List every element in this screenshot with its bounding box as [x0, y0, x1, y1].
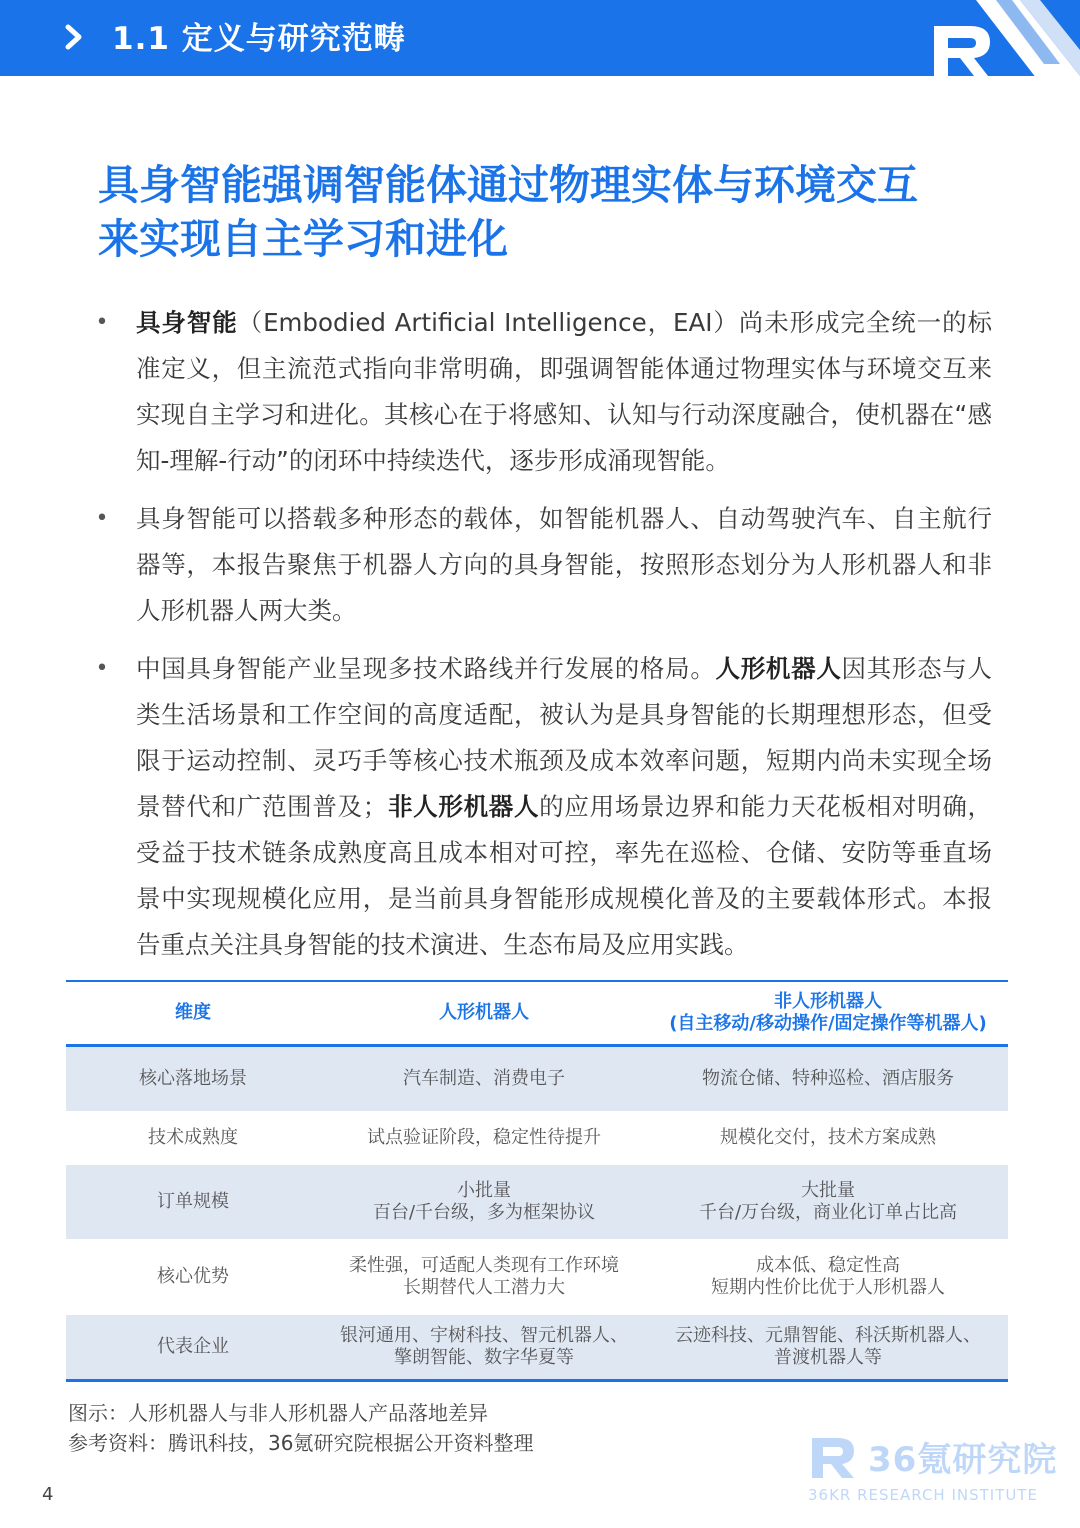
bullet-3-pre: 中国具身智能产业呈现多技术路线并行发展的格局。 [136, 654, 716, 683]
cell-line: 小批量 [457, 1180, 511, 1201]
page-number: 4 [42, 1484, 54, 1505]
row-humanoid [320, 1255, 648, 1299]
table-row [66, 1111, 1008, 1165]
bullet-list [92, 300, 992, 980]
cell-line: 百台/千台级，多为框架协议 [372, 1202, 596, 1223]
watermark-r-icon [810, 1436, 860, 1480]
bullet-3-bold-non-humanoid: 非人形机器人 [387, 792, 540, 821]
row-dimension: 订单规模 [157, 1191, 229, 1212]
chevron-right-icon [62, 22, 92, 52]
page-heading [98, 158, 998, 266]
bullet-item-3 [92, 646, 992, 968]
table-row [66, 1239, 1008, 1315]
header-humanoid: 人形机器人 [439, 1002, 529, 1023]
cell-line: 柔性强，可适配人类现有工作环境 [349, 1255, 619, 1276]
watermark-logo [806, 1432, 1056, 1512]
bullet-dot: • [95, 656, 109, 681]
table-row [66, 1165, 1008, 1239]
bullet-dot: • [95, 310, 109, 335]
cell-line: 成本低、稳定性高 [756, 1255, 900, 1276]
row-non-humanoid [648, 1127, 1008, 1149]
header-non-humanoid [648, 991, 1008, 1035]
bullet-3-post: 的应用场景边界和能力天花板相对明确，受益于技术链条成熟度高且成本相对可控，率先在巡检、仓储、安防等垂直场景中实现规模化应用，是当前具身智能形成规模化普及的主要载体形式。本报告重点关注具身智能的技术演进、生态布局及应用实践。 [136, 792, 993, 959]
watermark-cn: 36氪研究院 [868, 1440, 1058, 1480]
table-row [66, 1315, 1008, 1382]
cell-line: 汽车制造、消费电子 [403, 1068, 565, 1089]
row-humanoid [320, 1325, 648, 1369]
cell-line: 普渡机器人等 [774, 1347, 882, 1368]
cell-line: 规模化交付，技术方案成熟 [720, 1127, 936, 1148]
row-dimension: 核心优势 [157, 1266, 229, 1287]
cell-line: 银河通用、宇树科技、智元机器人、 [340, 1325, 628, 1346]
bullet-2-text: 具身智能可以搭载多种形态的载体，如智能机器人、自动驾驶汽车、自主航行器等，本报告聚焦于机器人方向的具身智能，按照形态划分为人形机器人和非人形机器人两大类。 [136, 504, 992, 625]
comparison-table [66, 980, 1008, 1382]
section-title: 1.1 定义与研究范畴 [112, 21, 406, 57]
bullet-3-mid: 因其形态与人类生活场景和工作空间的高度适配，被认为是具身智能的长期理想形态，但受限于运动控制、灵巧手等核心技术瓶颈及成本效率问题，短期内尚未实现全场景替代和广范围普及； [136, 654, 993, 821]
page-heading-line-1: 具身智能强调智能体通过物理实体与环境交互 [98, 161, 918, 209]
row-non-humanoid [648, 1180, 1008, 1224]
row-dimension: 代表企业 [157, 1336, 229, 1357]
bullet-1-bold: 具身智能 [136, 308, 238, 337]
row-non-humanoid [648, 1068, 1008, 1090]
figure-source: 参考资料：腾讯科技，36氪研究院根据公开资料整理 [68, 1431, 534, 1455]
cell-line: 短期内性价比优于人形机器人 [711, 1277, 945, 1298]
cell-line: 试点验证阶段，稳定性待提升 [367, 1127, 601, 1148]
header-non-humanoid-line-1: 非人形机器人 [774, 991, 882, 1012]
row-humanoid [320, 1180, 648, 1224]
bullet-dot: • [95, 506, 109, 531]
cell-line: 千台/万台级，商业化订单占比高 [698, 1202, 958, 1223]
bullet-item-1 [92, 300, 992, 484]
row-humanoid [320, 1127, 648, 1149]
row-non-humanoid [648, 1325, 1008, 1369]
cell-line: 云迹科技、元鼎智能、科沃斯机器人、 [675, 1325, 981, 1346]
figure-caption [68, 1398, 533, 1458]
watermark-en: 36KR RESEARCH INSTITUTE [808, 1486, 1039, 1504]
cell-line: 大批量 [801, 1180, 855, 1201]
header-non-humanoid-line-2: (自主移动/移动操作/固定操作等机器人) [669, 1013, 987, 1034]
row-dimension: 核心落地场景 [139, 1068, 247, 1089]
bullet-1-text: （Embodied Artificial Intelligence，EAI）尚未形成完全统一的标准定义，但主流范式指向非常明确，即强调智能体通过物理实体与环境交互来实现自主学习和进化。其核心在于将感知、认知与行动深度融合，使机器在“感知-理解-行动”的闭环中持续迭代，逐步形成涌现智能。 [136, 308, 992, 475]
figure-title: 图示：人形机器人与非人形机器人产品落地差异 [68, 1401, 488, 1425]
header-dimension: 维度 [175, 1002, 211, 1023]
cell-line: 擎朗智能、数字华夏等 [394, 1347, 574, 1368]
table-row [66, 1047, 1008, 1111]
row-humanoid [320, 1068, 648, 1090]
cell-line: 物流仓储、特种巡检、酒店服务 [702, 1068, 954, 1089]
bullet-3-bold-humanoid: 人形机器人 [715, 654, 842, 683]
brand-r-logo-icon [930, 22, 1000, 78]
page-heading-line-2: 来实现自主学习和进化 [98, 215, 508, 263]
row-non-humanoid [648, 1255, 1008, 1299]
row-dimension: 技术成熟度 [148, 1127, 238, 1148]
cell-line: 长期替代人工潜力大 [403, 1277, 565, 1298]
bullet-item-2 [92, 496, 992, 634]
table-header-row [66, 982, 1008, 1047]
